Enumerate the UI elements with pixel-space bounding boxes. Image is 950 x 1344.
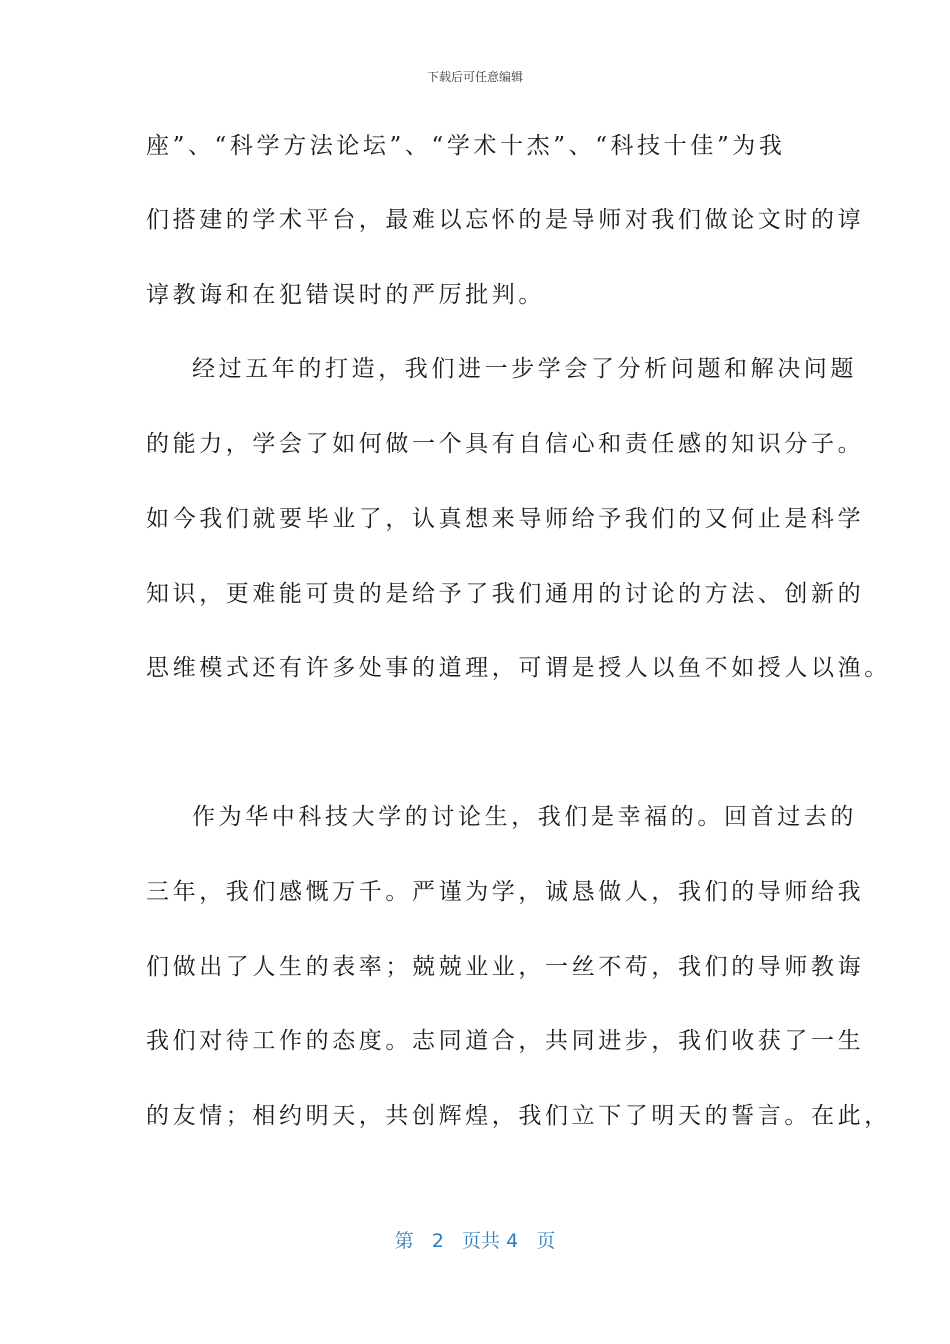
text-line: 思维模式还有许多处事的道理，可谓是授人以鱼不如授人以渔。 <box>146 655 891 681</box>
text-line: 三年，我们感慨万千。严谨为学，诚恳做人，我们的导师给我 <box>146 879 865 905</box>
text-line: 谆教诲和在犯错误时的严厉批判。 <box>146 282 545 308</box>
text-line: 如今我们就要毕业了，认真想来导师给予我们的又何止是科学 <box>146 506 865 532</box>
text-line: 们搭建的学术平台，最难以忘怀的是导师对我们做论文时的谆 <box>146 207 865 233</box>
text-line: 知识，更难能可贵的是给予了我们通用的讨论的方法、创新的 <box>146 581 865 607</box>
text-line: 们做出了人生的表率；兢兢业业，一丝不苟，我们的导师教诲 <box>146 954 865 980</box>
page-footer <box>0 1226 950 1253</box>
footer-middle: 页共 <box>462 1230 501 1252</box>
text-line: 我们对待工作的态度。志同道合，共同进步，我们收获了一生 <box>146 1028 865 1054</box>
footer-suffix: 页 <box>536 1230 556 1252</box>
current-page-number: 2 <box>431 1230 444 1252</box>
text-line: 座”、“科学方法论坛”、“学术十杰”、“科技十佳”为我 <box>146 133 786 159</box>
text-line: 的友情；相约明天，共创辉煌，我们立下了明天的誓言。在此， <box>146 1103 891 1129</box>
total-page-number: 4 <box>506 1230 519 1252</box>
text-line: 作为华中科技大学的讨论生，我们是幸福的。回首过去的 <box>192 804 857 830</box>
text-line: 的能力，学会了如何做一个具有自信心和责任感的知识分子。 <box>146 431 865 457</box>
text-line: 经过五年的打造，我们进一步学会了分析问题和解决问题 <box>192 356 857 382</box>
page-header: 下载后可任意编辑 <box>426 70 523 84</box>
footer-prefix: 第 <box>394 1230 414 1252</box>
